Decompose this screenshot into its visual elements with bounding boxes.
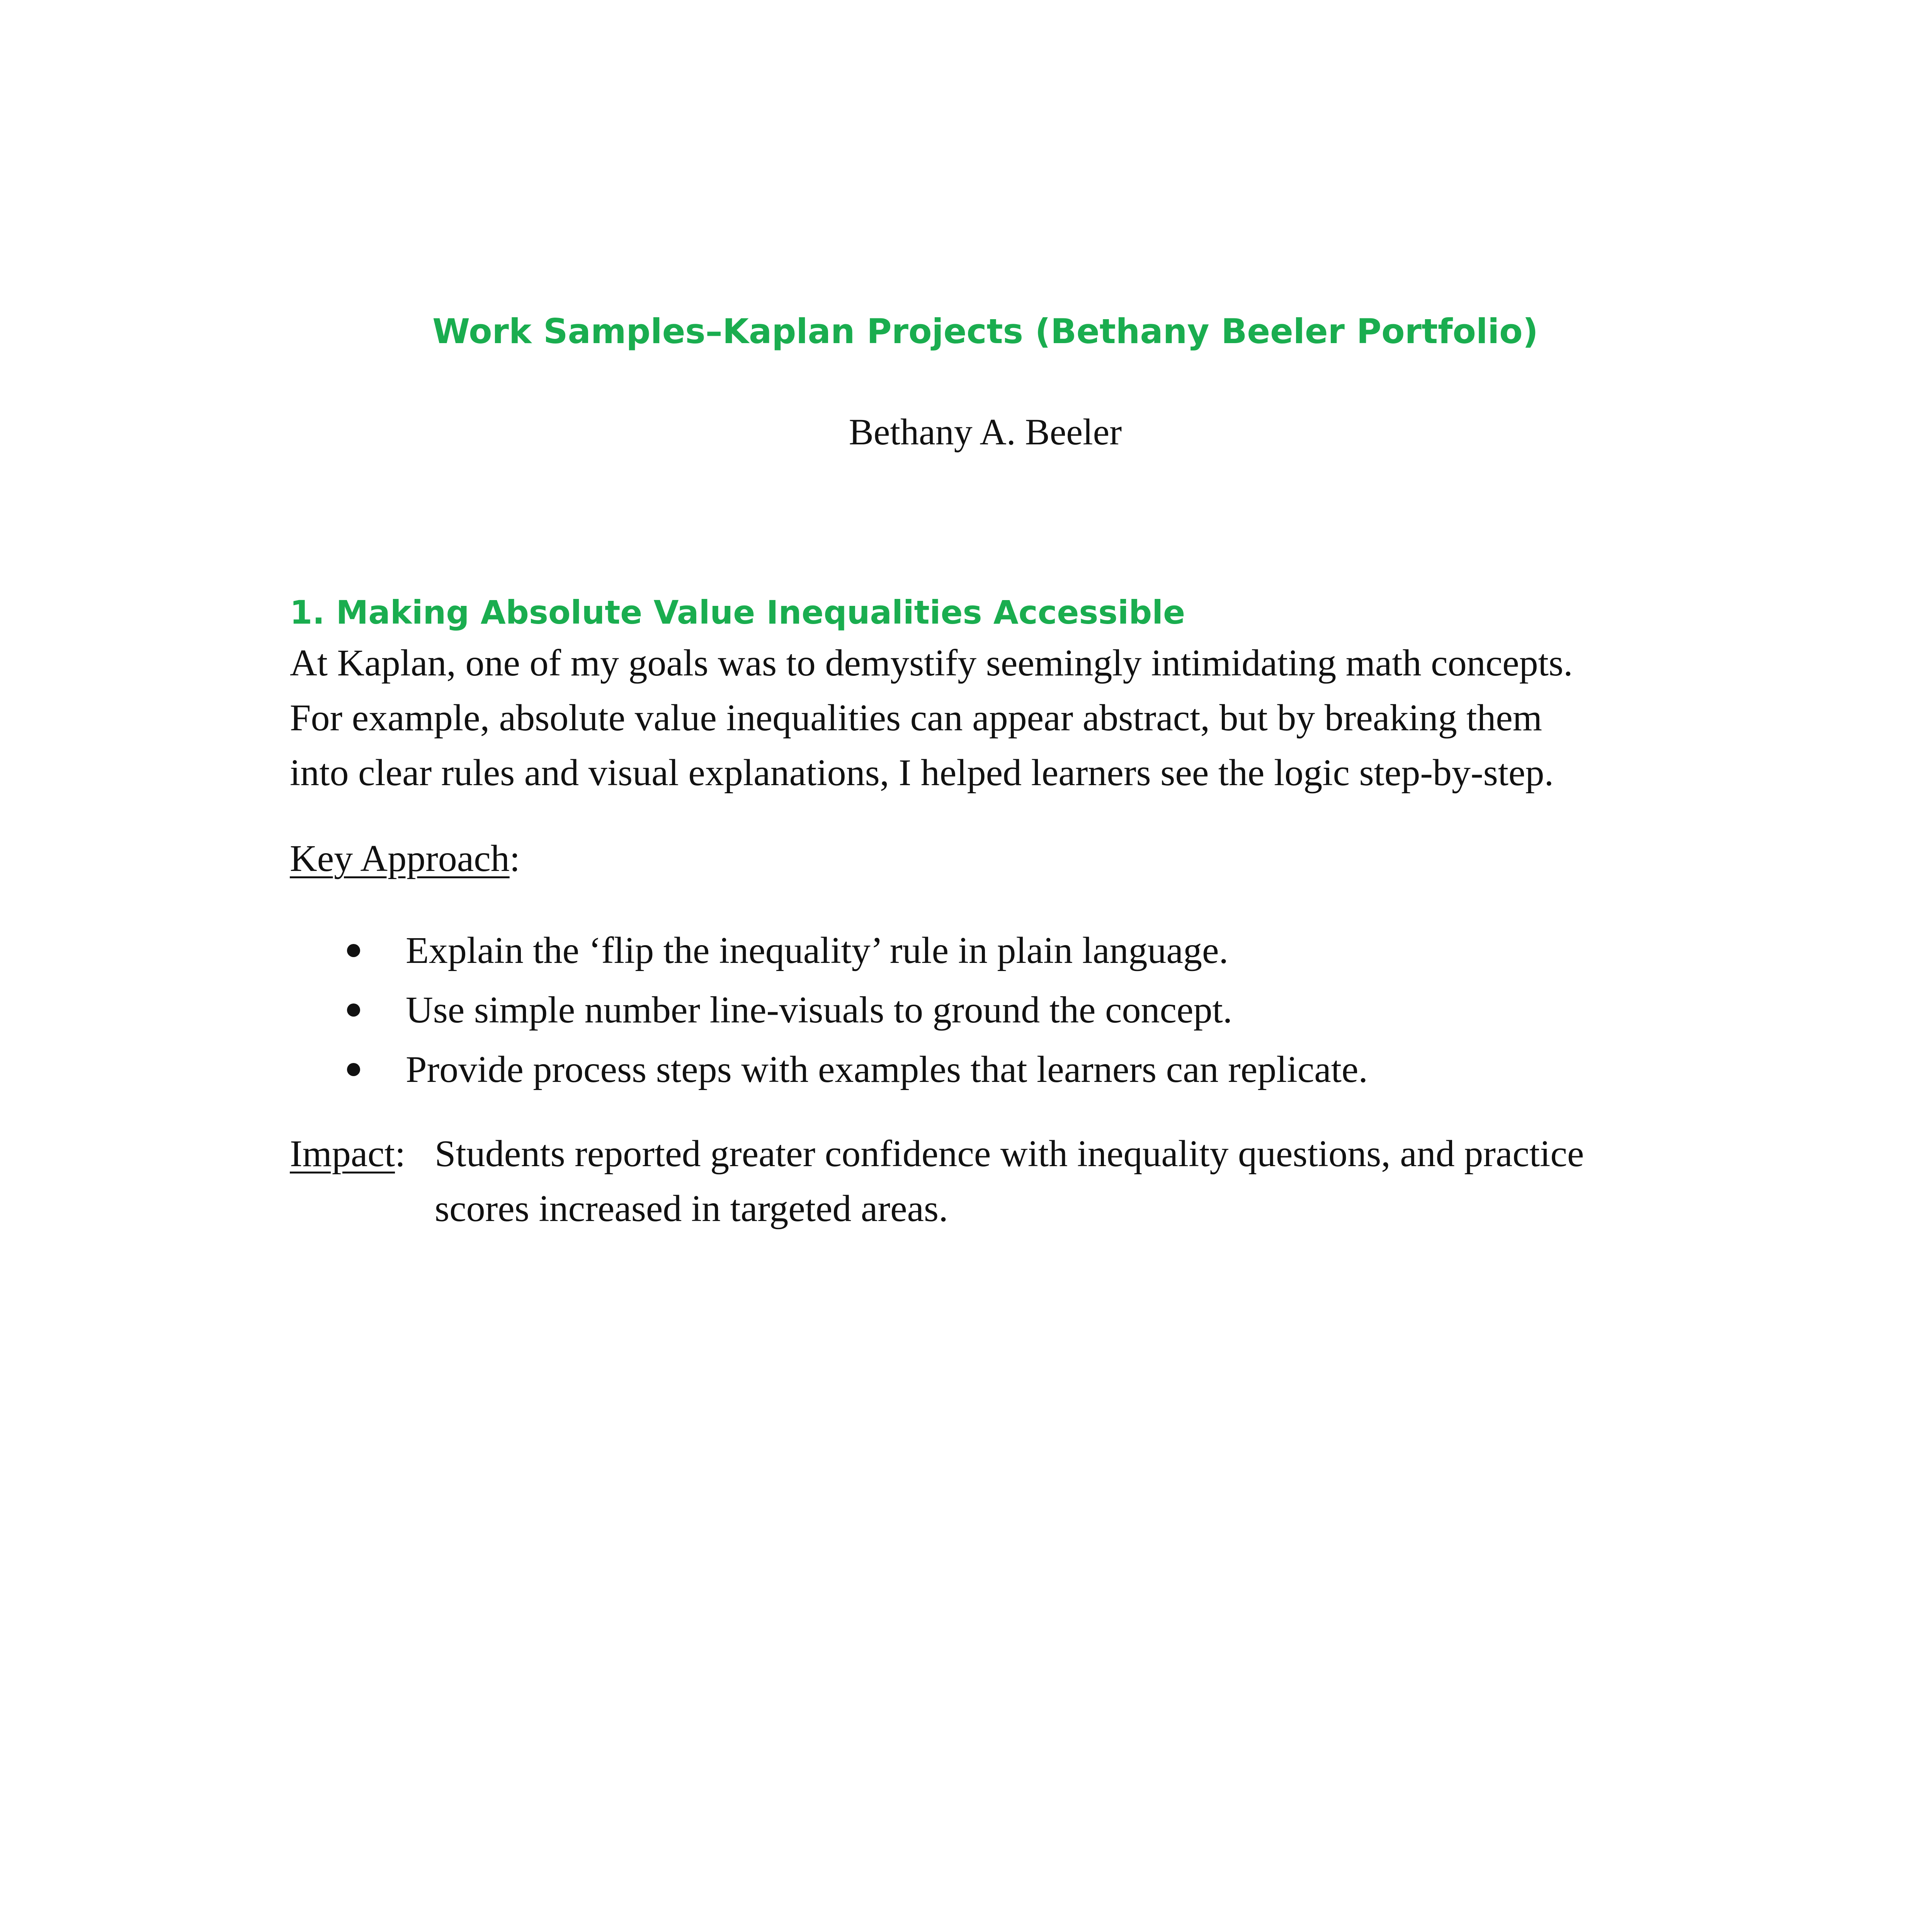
- impact-label: Impact: [290, 1133, 395, 1175]
- impact-line: Students reported greater confidence with inequality questions, and practice: [435, 1133, 1584, 1175]
- section-heading: 1. Making Absolute Value Inequalities Accessible: [290, 594, 1185, 631]
- section-absolute-value: [290, 589, 1689, 1236]
- document-title: Work Samples–Kaplan Projects (Bethany Beeler Portfolio): [432, 311, 1538, 351]
- intro-line: into clear rules and visual explanations, I helped learners see the logic step-by-step.: [290, 752, 1554, 794]
- bullet-icon: [347, 1003, 360, 1017]
- bullet-icon: [347, 1063, 360, 1076]
- impact-line: scores increased in targeted areas.: [435, 1188, 948, 1230]
- list-item-text: Use simple number line-visuals to ground the concept.: [406, 989, 1233, 1031]
- bullet-icon: [347, 944, 360, 957]
- list-item: [290, 1040, 1689, 1099]
- list-item-text: Provide process steps with examples that learners can replicate.: [406, 1049, 1368, 1090]
- list-item-text: Explain the ‘flip the inequality’ rule in plain language.: [406, 930, 1229, 971]
- key-approach-colon: :: [509, 838, 520, 879]
- impact-text: [435, 1126, 1689, 1236]
- list-item: [290, 980, 1689, 1040]
- intro-paragraph: [290, 636, 1689, 800]
- impact-colon: :: [395, 1133, 406, 1175]
- impact-block: [290, 1126, 1689, 1236]
- list-item: [290, 921, 1689, 980]
- key-approach-heading: [290, 831, 1689, 886]
- key-approach-list: [290, 921, 1689, 1099]
- key-approach-label: Key Approach: [290, 838, 510, 879]
- intro-line: At Kaplan, one of my goals was to demystify seemingly intimidating math concepts.: [290, 642, 1573, 684]
- intro-line: For example, absolute value inequalities can appear abstract, but by breaking them: [290, 697, 1543, 739]
- impact-label-wrap: [290, 1126, 405, 1181]
- author-name: Bethany A. Beeler: [849, 411, 1122, 452]
